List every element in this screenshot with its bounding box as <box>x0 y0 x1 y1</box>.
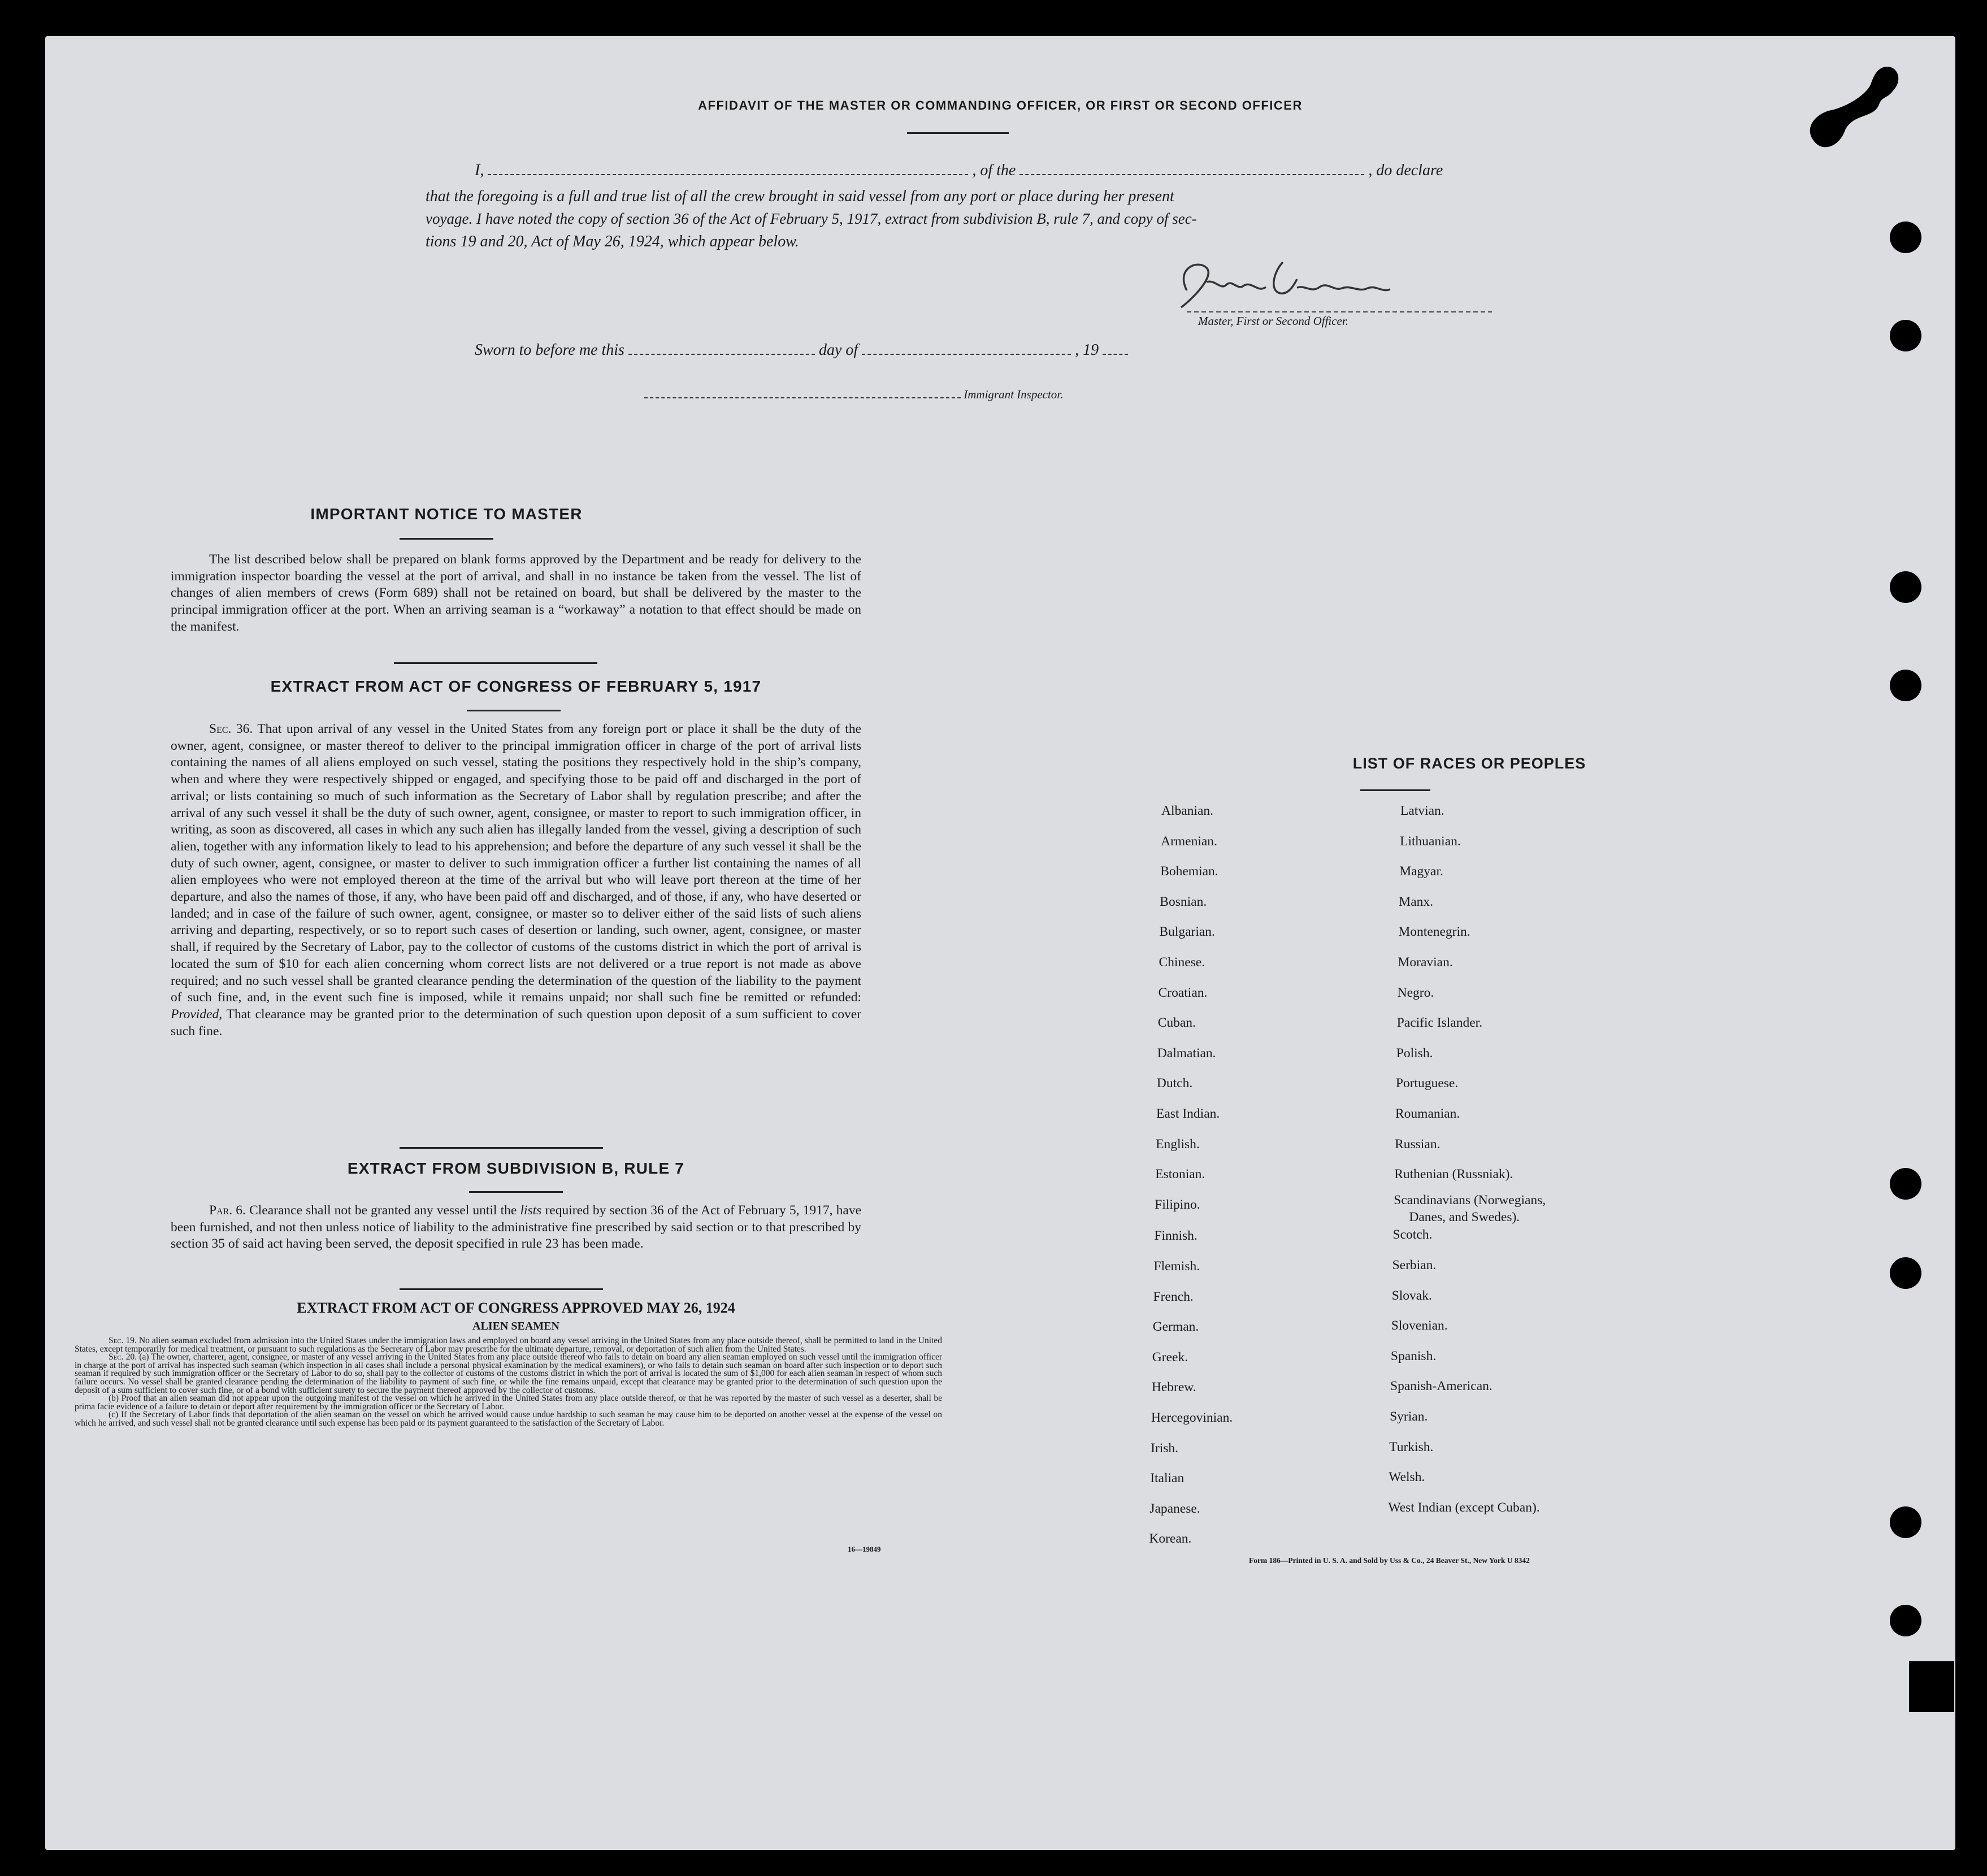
race-item: Serbian. <box>1392 1258 1437 1273</box>
notice-rule <box>400 538 493 540</box>
title-rule <box>907 132 1009 134</box>
rule-7-block <box>171 1202 861 1253</box>
section-rule-1 <box>394 662 597 664</box>
affidavit-line-1 <box>475 162 1520 180</box>
printer-imprint: Form 186—Printed in U. S. A. and Sold by Uss & Co., 24 Beaver St., New York U 8342 <box>1249 1556 1530 1565</box>
race-item: Chinese. <box>1159 955 1205 970</box>
race-item: Spanish-American. <box>1390 1379 1493 1394</box>
races-rule <box>1360 789 1430 791</box>
race-item: Scandinavians (Norwegians, <box>1394 1192 1546 1208</box>
section-19-text <box>75 1337 942 1353</box>
race-item: Bosnian. <box>1160 894 1207 909</box>
race-item: Latvian. <box>1400 804 1444 818</box>
punch-hole <box>1890 222 1921 253</box>
act-1924-block <box>75 1337 942 1428</box>
sworn-month-blank[interactable] <box>862 354 1071 355</box>
section-20b-text: (b) Proof that an alien seaman did not appear upon the outgoing manifest of the vessel on which he arrived in the United States from any place outside thereof, or that he was reported by the master of such vessel as a deserter, shall be prima facie evidence of a failure to detain or deport after requirement by the immigration officer or the Secretary of Labor. <box>75 1393 942 1412</box>
affidavit-line-4: tions 19 and 20, Act of May 26, 1924, which appear below. <box>426 233 799 250</box>
officer-signature <box>1153 245 1515 324</box>
affidavit-title: AFFIDAVIT OF THE MASTER OR COMMANDING OFFICER, OR FIRST OR SECOND OFFICER <box>698 98 1303 112</box>
race-item: Portuguese. <box>1395 1076 1459 1091</box>
punch-hole <box>1890 1605 1921 1636</box>
sworn-day-of: day of <box>818 341 858 359</box>
proviso-text: That clearance may be granted prior to the determination of such question upon deposit of a sum sufficient to cover such fine. <box>171 1006 861 1039</box>
paragraph-6-label: Par. 6. <box>209 1203 246 1218</box>
paragraph-6-body-b: required by section 36 of the Act of February 5, 1917, have been furnished, and not then unless notice of liability to the administrative fine prescribed by said section or to that prescribed by section 35 of said act having been served, the deposit specified in rule 23 has been made. <box>171 1203 862 1252</box>
inspector-label: Immigrant Inspector. <box>964 388 1064 401</box>
affidavit-declare: , do declare <box>1368 162 1443 179</box>
affidavit-i: I, <box>475 162 484 179</box>
sworn-text: Sworn to before me this <box>475 341 624 359</box>
race-item: Hercegovinian. <box>1151 1410 1233 1425</box>
race-item: Scotch. <box>1392 1227 1433 1243</box>
race-item: Dalmatian. <box>1157 1045 1216 1061</box>
affidavit-of-the: , of the <box>972 162 1016 179</box>
section-20c-text: (c) If the Secretary of Labor finds that deportation of the alien seaman on the vessel on which he arrived would cause undue hardship to such seaman he may cause him to be deported on another vessel at the expense of the vessel on which he arrived, and such vessel shall not be granted clearance until such expense has been paid or its payment guaranteed to the satisfaction of the Secretary of Labor. <box>75 1410 942 1428</box>
inspector-signature-blank[interactable] <box>644 397 961 398</box>
race-item: Dutch. <box>1156 1076 1193 1091</box>
punch-hole <box>1890 670 1921 701</box>
race-item: Slovenian. <box>1391 1318 1448 1334</box>
race-item: Turkish. <box>1389 1439 1434 1454</box>
race-item: West Indian (except Cuban). <box>1388 1500 1540 1515</box>
section-36-label: Sec. 36. <box>209 722 253 736</box>
master-name-blank[interactable] <box>488 174 968 175</box>
binding-tab <box>1909 1661 1954 1712</box>
section-36-body: That upon arrival of any vessel in the United States from any foreign port or place it shall be the duty of the owner, agent, consignee, or master thereof to deliver to the principal immigration officer in charge of the port of arrival lists containing the names of all aliens employed on such vessel, stating the positions they respectively hold in the ship’s company, when and where they were respectively shipped or engaged, and specifying those to be paid off and discharged in the port of arrival; or lists containing so much of such information as the Secretary of Labor shall by regulation prescribe; and after the arrival of any such vessel it shall be the duty of such owner, agent, consignee, or master to report to such immigration officer, in writing, as soon as discovered, all cases in which any such alien has illegally landed from the vessel, giving a description of such alien, together with any information likely to lead to his apprehension; and before the departure of any such vessel it shall be the duty of such owner, agent, consignee, or master to deliver to such immigration officer a further list containing the names of all alien employees who were not employed thereon at the time of the arrival but who will leave port thereon at the time of her departure, and also the names of those, if any, who have been paid off and discharged, and of those, if any, who have deserted or landed; and in case of the failure of such owner, agent, consignee, or master so to deliver either of the said lists of such aliens arriving and departing, respectively, or so to report such cases of desertion or landing, such owner, agent, consignee, or master shall, if required by the Secretary of Labor, pay to the collector of customs of the customs district in which the port of arrival is located the sum of $10 for each alien concerning whom correct lists are not delivered or a true report is not made as above required; and no such vessel shall be granted clearance pending the determination of the question of the liability to the payment of such fine, and, in the event such fine is imposed, while it remains unpaid; nor shall such fine be remitted or refunded: <box>171 722 862 1005</box>
race-item: Cuban. <box>1157 1015 1196 1031</box>
race-item: Moravian. <box>1398 955 1453 970</box>
race-item: Korean. <box>1149 1531 1192 1547</box>
section-19-body: No alien seaman excluded from admission into the United States under the immigration laws and employed on board any vessel arriving in the United States from any place outside thereof, shall be permitted to land in the United States, except temporarily for medical treatment, or pursuant to such regulations as the Secretary of Labor may prescribe for the ultimate departure, removal, or deportation of such alien from the United States. <box>75 1336 942 1354</box>
punch-hole <box>1890 1506 1921 1538</box>
sworn-year-blank[interactable] <box>1103 354 1128 355</box>
race-item: Slovak. <box>1391 1288 1432 1303</box>
notice-text-block <box>171 551 861 636</box>
race-item: Estonian. <box>1155 1167 1205 1182</box>
sworn-line <box>475 341 1128 359</box>
race-item: Syrian. <box>1390 1409 1428 1424</box>
race-item: English. <box>1156 1136 1200 1152</box>
race-item: Pacific Islander. <box>1396 1015 1483 1031</box>
extract-1917-rule <box>467 710 561 711</box>
alien-seamen-subtitle: ALIEN SEAMEN <box>472 1320 559 1332</box>
punch-hole <box>1890 320 1921 351</box>
race-item: Finnish. <box>1154 1228 1198 1244</box>
sworn-day-blank[interactable] <box>628 354 815 355</box>
ink-blot-mark <box>1797 57 1910 170</box>
race-item: Polish. <box>1396 1045 1433 1061</box>
race-item: Welsh. <box>1389 1470 1425 1485</box>
race-item: Italian <box>1150 1471 1185 1486</box>
signature-label: Master, First or Second Officer. <box>1198 314 1348 328</box>
extract-1917-block <box>171 721 861 1040</box>
races-title: LIST OF RACES OR PEOPLES <box>1352 755 1586 772</box>
section-20a-body: (a) The owner, charterer, agent, consignee, or master of any vessel arriving in the United States from any place outside thereof who fails to detain on board any alien seaman employed on such vessel until the immigration officer in charge at the port of arrival has inspected such seaman (which inspection in all cases shall include a personal physical examination by the medical examiners), or who fails to detain such seaman on board after such inspection or to deport such seaman if required by such immigration officer or the Secretary of Labor to do so, shall pay to the collector of customs of the customs district in which the port of arrival is located the sum of $1,000 for each alien seaman in respect of whom such failure occurs. No vessel shall be granted clearance pending the determination of the liability to payment of such fine, or while the fine remains unpaid, except that clearance may be granted prior to the determination of such question upon the deposit of a sum sufficient to cover such fine, or of a bond with sufficient surety to secure the payment thereof approved by the collector of customs. <box>75 1352 942 1395</box>
rule-7-rule <box>469 1191 563 1193</box>
paragraph-6-body-a: Clearance shall not be granted any vessel until the <box>249 1203 517 1218</box>
paragraph-6-text <box>171 1202 861 1253</box>
affidavit-line-2: that the foregoing is a full and true list of all the crew brought in said vessel from any port or place during her present <box>426 188 1174 205</box>
section-20-label: Sec. 20. <box>109 1352 137 1362</box>
inspector-line <box>644 388 1063 402</box>
race-item: Lithuanian. <box>1400 833 1461 849</box>
race-item: Croatian. <box>1158 985 1208 1000</box>
race-item: Albanian. <box>1161 804 1214 818</box>
race-item: Russian. <box>1395 1136 1441 1152</box>
race-item: Flemish. <box>1153 1259 1200 1274</box>
sworn-year-prefix: , 19 <box>1075 341 1099 359</box>
rule-7-title: EXTRACT FROM SUBDIVISION B, RULE 7 <box>347 1160 685 1177</box>
race-item: Greek. <box>1152 1349 1188 1365</box>
race-item: Irish. <box>1151 1440 1179 1456</box>
document-page <box>45 36 1955 1850</box>
section-19-label: Sec. 19. <box>109 1336 137 1345</box>
punch-hole <box>1890 1168 1921 1200</box>
race-item: Negro. <box>1397 985 1434 1000</box>
race-item: Roumanian. <box>1395 1106 1460 1121</box>
race-item: Hebrew. <box>1151 1380 1196 1395</box>
vessel-name-blank[interactable] <box>1019 174 1364 175</box>
race-item: Montenegrin. <box>1398 924 1470 940</box>
race-item: Japanese. <box>1149 1501 1200 1516</box>
section-rule-2 <box>400 1147 603 1149</box>
race-item: Magyar. <box>1399 864 1443 879</box>
section-rule-3 <box>400 1288 603 1290</box>
race-item: French. <box>1153 1289 1194 1304</box>
race-item: Ruthenian (Russniak). <box>1394 1167 1513 1182</box>
race-item: Spanish. <box>1390 1348 1437 1363</box>
punch-hole <box>1890 571 1921 603</box>
act-1924-title: EXTRACT FROM ACT OF CONGRESS APPROVED MAY 26, 1924 <box>297 1300 735 1316</box>
race-item: Bulgarian. <box>1159 924 1215 940</box>
race-item: Armenian. <box>1161 833 1217 849</box>
race-item: Danes, and Swedes). <box>1409 1209 1520 1224</box>
race-item: German. <box>1152 1319 1199 1335</box>
race-item: East Indian. <box>1156 1106 1220 1121</box>
section-20a-text <box>75 1353 942 1395</box>
race-item: Manx. <box>1399 894 1433 909</box>
notice-title: IMPORTANT NOTICE TO MASTER <box>310 505 583 523</box>
notice-text: The list described below shall be prepared on blank forms approved by the Department and be ready for delivery to the immigration inspector boarding the vessel at the port of arrival, and shall in no instance be taken from the vessel. The list of changes of alien members of crews (Form 689) shall not be retained on board, but shall be delivered by the master to the principal immigration officer at the port. When an arriving seaman is a “workaway” a notation to that effect should be made on the manifest. <box>171 552 861 634</box>
race-item: Bohemian. <box>1160 864 1218 879</box>
punch-hole <box>1890 1257 1921 1289</box>
print-code: 16—19849 <box>848 1545 881 1553</box>
race-item: Filipino. <box>1155 1197 1200 1212</box>
extract-1917-title: EXTRACT FROM ACT OF CONGRESS OF FEBRUARY 5, 1917 <box>270 678 762 695</box>
section-36-text <box>171 721 861 1040</box>
proviso-label: Provided, <box>171 1006 223 1022</box>
lists-word: lists <box>520 1203 542 1218</box>
affidavit-line-3: voyage. I have noted the copy of section 36 of the Act of February 5, 1917, extract from subdivision B, rule 7, and copy of sec- <box>426 210 1197 227</box>
